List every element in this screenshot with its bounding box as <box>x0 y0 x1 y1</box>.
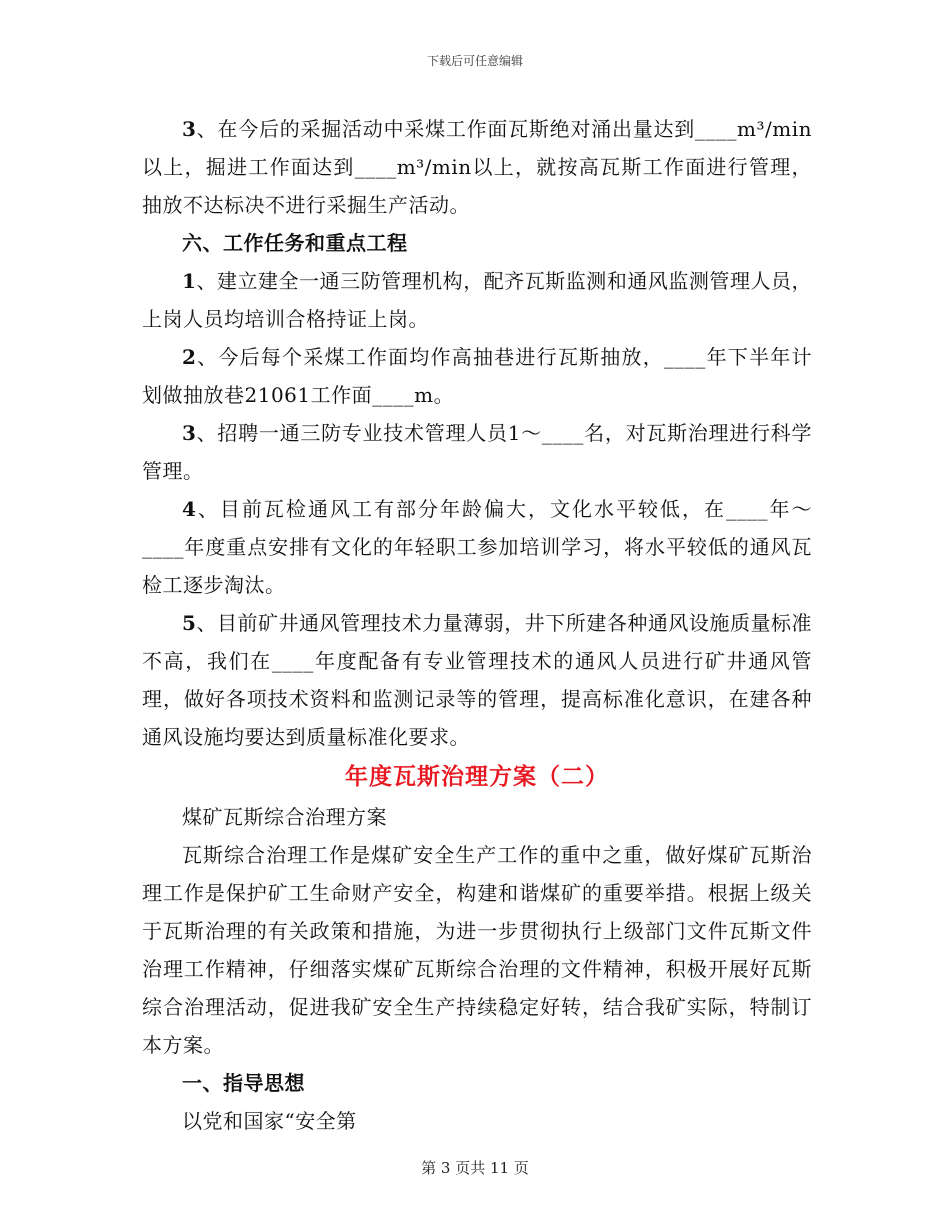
item-text: 、在今后的采掘活动中采煤工作面瓦斯绝对涌出量达到____m³/min以上，掘进工作面达到____m³/min以上，就按高瓦斯工作面进行管理，抽放不达标决不进行采掘生产活动。 <box>142 117 812 217</box>
item-text: 、目前矿井通风管理技术力量薄弱，井下所建各种通风设施质量标准不高，我们在____年度配备有专业管理技术的通风人员进行矿井通风管理，做好各项技术资料和监测记录等的管理，提高标准化意识，在建各种通风设施均要达到质量标准化要求。 <box>142 611 812 749</box>
intro-paragraph: 瓦斯综合治理工作是煤矿安全生产工作的重中之重，做好煤矿瓦斯治理工作是保护矿工生命财产安全，构建和谐煤矿的重要举措。根据上级关于瓦斯治理的有关政策和措施，为进一步贯彻执行上级部门文件瓦斯文件治理工作精神，仔细落实煤矿瓦斯综合治理的文件精神，积极开展好瓦斯综合治理活动，促进我矿安全生产持续稳定好转，结合我矿实际，特制订本方案。 <box>142 843 812 1057</box>
document-title: 年度瓦斯治理方案（二） <box>345 763 609 790</box>
section-heading: 六、工作任务和重点工程 <box>182 231 408 255</box>
item-text: 、建立建全一通三防管理机构，配齐瓦斯监测和通风监测管理人员，上岗人员均培训合格持证上岗。 <box>142 269 812 331</box>
page-header: 下载后可任意编辑 <box>426 54 523 68</box>
paragraph-item-3 <box>142 110 812 224</box>
item-number: 1 <box>182 269 197 293</box>
item-number: 4 <box>182 497 197 521</box>
item-number: 5 <box>182 611 197 635</box>
item-number: 3 <box>182 421 197 445</box>
item-number: 3 <box>182 117 197 141</box>
task-item-2 <box>142 338 812 414</box>
item-text: 、今后每个采煤工作面均作高抽巷进行瓦斯抽放，____年下半年计划做抽放巷21061工作面____m。 <box>142 345 812 407</box>
task-item-4 <box>142 490 812 604</box>
item-text: 、目前瓦检通风工有部分年龄偏大，文化水平较低，在____年～____年度重点安排有文化的年轻职工参加培训学习，将水平较低的通风瓦检工逐步淘汰。 <box>142 497 812 597</box>
task-item-1 <box>142 262 812 338</box>
guiding-paragraph: 以党和国家“安全第 <box>182 1109 357 1133</box>
item-text: 、招聘一通三防专业技术管理人员1～____名，对瓦斯治理进行科学管理。 <box>142 421 812 483</box>
task-item-3 <box>142 414 812 490</box>
section-heading: 一、指导思想 <box>182 1071 305 1095</box>
task-item-5 <box>142 604 812 756</box>
item-number: 2 <box>182 345 197 369</box>
document-body <box>142 110 812 1140</box>
document-subtitle: 煤矿瓦斯综合治理方案 <box>182 805 387 829</box>
page-footer: 第 3 页共 11 页 <box>421 1159 529 1177</box>
